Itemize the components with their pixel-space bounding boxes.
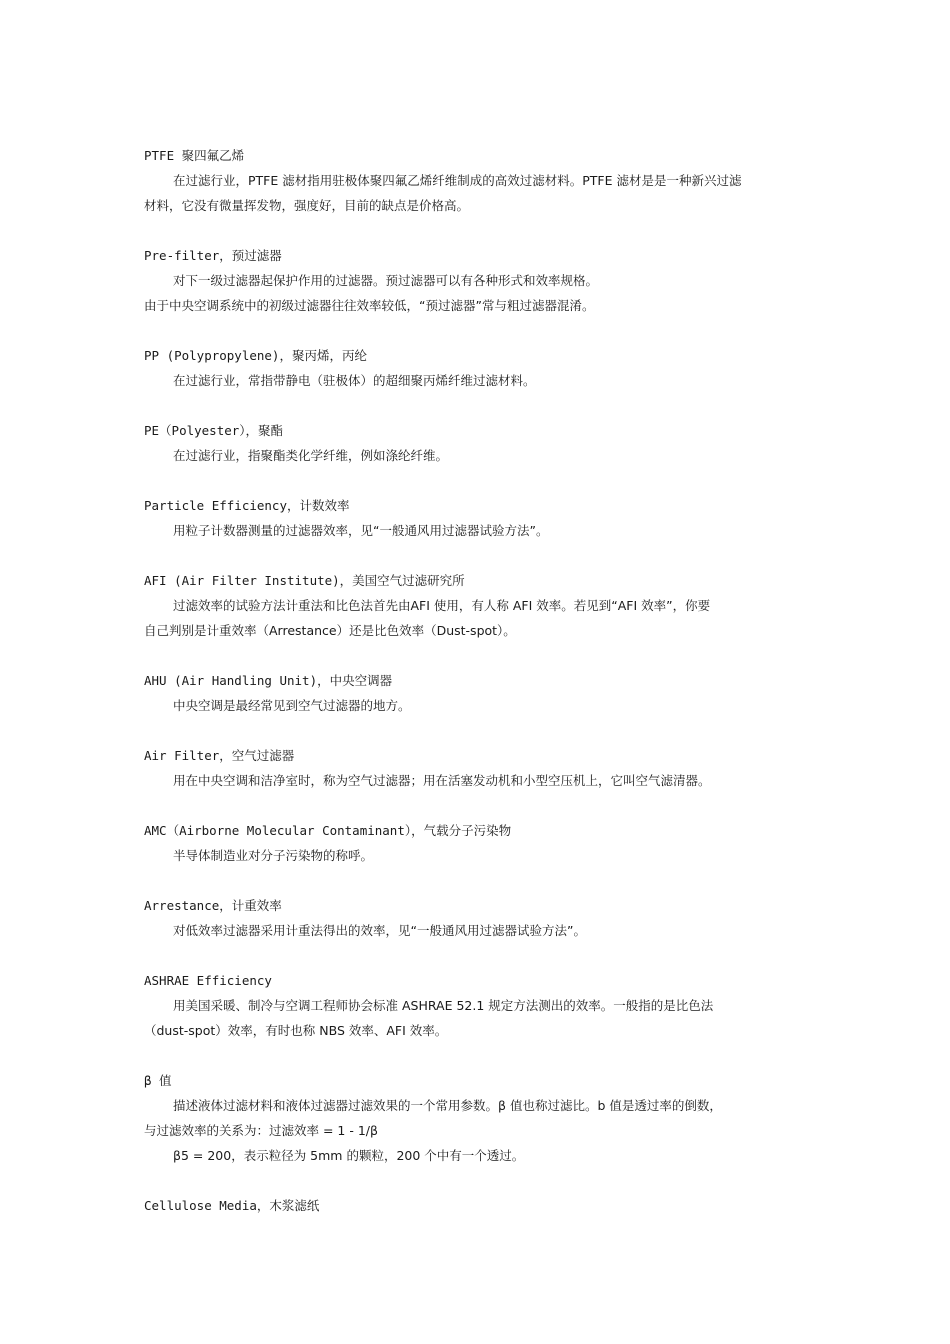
glossary-term: AFI (Air Filter Institute)，美国空气过滤研究所 [144,573,465,588]
glossary-entry [144,143,814,218]
glossary-entry [144,968,814,1043]
glossary-term: ASHRAE Efficiency [144,973,272,988]
definition-line: 在过滤行业，PTFE 滤材指用驻极体聚四氟乙烯纤维制成的高效过滤材料。PTFE 滤材是是一种新兴过滤 [173,173,742,188]
definition-line: β5 = 200，表示粒径为 5mm 的颗粒，200 个中有一个透过。 [173,1148,525,1163]
glossary-entry [144,668,814,718]
definition-line: 用美国采暖、制冷与空调工程师协会标准 ASHRAE 52.1 规定方法测出的效率。一般指的是比色法 [173,998,714,1013]
glossary-term: Arrestance，计重效率 [144,898,282,913]
definition-line: 自己判别是计重效率（Arrestance）还是比色效率（Dust-spot）。 [144,623,516,638]
definition-line: 对下一级过滤器起保护作用的过滤器。预过滤器可以有各种形式和效率规格。 [173,273,599,288]
glossary-entry [144,343,814,393]
glossary-term: PP (Polypropylene)，聚丙烯，丙纶 [144,348,367,363]
definition-line: 描述液体过滤材料和液体过滤器过滤效果的一个常用参数。β 值也称过滤比。b 值是透过率的倒数， [173,1098,722,1113]
glossary-term: β 值 [144,1073,172,1088]
definition-line: 由于中央空调系统中的初级过滤器往往效率较低，“预过滤器”常与粗过滤器混淆。 [144,298,595,313]
definition-line: 在过滤行业，常指带静电（驻极体）的超细聚丙烯纤维过滤材料。 [173,373,536,388]
glossary-entry [144,893,814,943]
glossary-entry [144,418,814,468]
glossary-term: Particle Efficiency，计数效率 [144,498,350,513]
definition-line: 用粒子计数器测量的过滤器效率，见“一般通风用过滤器试验方法”。 [173,523,549,538]
glossary-term: PTFE 聚四氟乙烯 [144,148,245,163]
definition-line: 半导体制造业对分子污染物的称呼。 [173,848,374,863]
glossary-entry [144,568,814,643]
glossary-term: Air Filter，空气过滤器 [144,748,295,763]
definition-line: 过滤效率的试验方法计重法和比色法首先由AFI 使用，有人称 AFI 效率。若见到“AFI 效率”，你要 [173,598,711,613]
glossary-entry [144,1193,814,1218]
document-page [144,143,814,1243]
definition-line: 对低效率过滤器采用计重法得出的效率，见“一般通风用过滤器试验方法”。 [173,923,586,938]
definition-line: 中央空调是最经常见到空气过滤器的地方。 [173,698,411,713]
glossary-entry [144,743,814,793]
glossary-term: Pre-filter，预过滤器 [144,248,282,263]
glossary-entry [144,1068,814,1168]
glossary-entry [144,818,814,868]
definition-line: 与过滤效率的关系为：过滤效率 = 1 - 1/β [144,1123,378,1138]
definition-line: 材料，它没有微量挥发物，强度好，目前的缺点是价格高。 [144,198,470,213]
glossary-entry [144,493,814,543]
glossary-term: AHU (Air Handling Unit)，中央空调器 [144,673,393,688]
definition-line: （dust-spot）效率，有时也称 NBS 效率、AFI 效率。 [144,1023,448,1038]
definition-line: 在过滤行业，指聚酯类化学纤维，例如涤纶纤维。 [173,448,449,463]
definition-line: 用在中央空调和洁净室时，称为空气过滤器；用在活塞发动机和小型空压机上，它叫空气滤清器。 [173,773,711,788]
glossary-entry [144,243,814,318]
glossary-term: AMC（Airborne Molecular Contaminant），气载分子污染物 [144,823,512,838]
glossary-term: PE（Polyester），聚酯 [144,423,284,438]
glossary-term: Cellulose Media，木浆滤纸 [144,1198,320,1213]
